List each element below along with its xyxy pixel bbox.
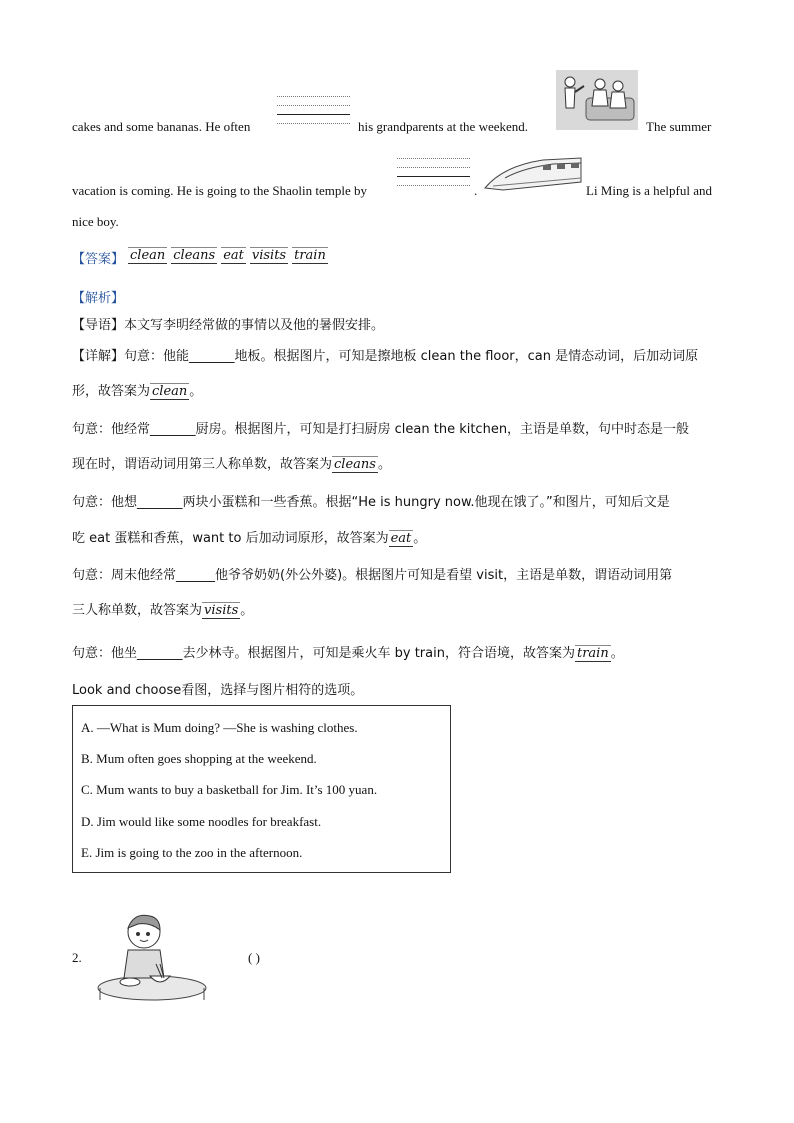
detail-answer: clean — [152, 384, 188, 399]
analysis-label: 【解析】 — [72, 291, 125, 306]
option-a: A. —What is Mum doing? —She is washing clothes. — [81, 720, 358, 735]
answer-word: cleans — [173, 248, 216, 263]
detail-label: 【详解】 — [72, 349, 125, 364]
guide-text: 本文写李明经常做的事情以及他的暑假安排。 — [124, 318, 385, 333]
detail-answer: eat — [390, 531, 412, 546]
passage-line2-start: vacation is coming. He is going to the Shaolin temple by — [72, 183, 367, 198]
boy-eating-image — [94, 908, 208, 1002]
detail-item-4-line1: 句意：周末他经常______他爷爷奶奶(外公外婆)。根据图片可知是看望 visit，主语是单数，谓语动词用第 — [72, 568, 673, 583]
detail-item-4-line2: 三人称单数，故答案为 visits 。 — [72, 603, 254, 618]
answer-blank-4[interactable] — [277, 96, 350, 130]
answer-parentheses[interactable]: ( ) — [248, 950, 260, 965]
detail-item-5-line1: 句意：他坐_______去少林寺。根据图片，可知是乘火车 by train，符合语境，故答案为 train 。 — [72, 646, 624, 661]
detail-item-3-line2: 吃 eat 蛋糕和香蕉，want to 后加动词原形，故答案为 eat 。 — [72, 531, 427, 546]
passage-line1-end: The summer — [646, 119, 712, 134]
guide-label: 【导语】 — [72, 318, 125, 333]
detail-item-1-line2: 形，故答案为 clean 。 — [72, 384, 203, 399]
answer-blank-5[interactable] — [397, 158, 470, 192]
option-d: D. Jim would like some noodles for breakfast. — [81, 814, 322, 829]
detail-answer: train — [576, 646, 609, 661]
answer-word: visits — [251, 248, 287, 263]
visit-grandparents-image — [556, 70, 638, 130]
option-b: B. Mum often goes shopping at the weekend. — [81, 751, 317, 766]
detail-item-3-line1: 句意：他想_______两块小蛋糕和一些香蕉。根据“He is hungry now.他现在饿了。”和图片，可知后文是 — [72, 495, 670, 510]
passage-line1-start: cakes and some bananas. He often — [72, 119, 251, 134]
answer-word: train — [294, 248, 326, 263]
question-number: 2. — [72, 950, 82, 965]
passage-line3: nice boy. — [72, 214, 119, 229]
options-box — [72, 705, 451, 873]
passage-line2-period: . — [474, 183, 478, 198]
answer-word: clean — [130, 248, 166, 263]
guide-line — [72, 318, 384, 334]
detail-item-2-line2: 现在时，谓语动词用第三人称单数，故答案为 cleans 。 — [72, 457, 391, 472]
detail-item-2-line1: 句意：他经常_______厨房。根据图片，可知是打扫厨房 clean the kitchen，主语是单数，句中时态是一般 — [72, 422, 690, 437]
detail-answer: cleans — [334, 457, 376, 472]
passage-line1-mid: his grandparents at the weekend. — [358, 119, 529, 134]
train-image — [483, 152, 583, 194]
answer-words — [128, 246, 328, 264]
answer-word: eat — [223, 248, 244, 263]
option-c: C. Mum wants to buy a basketball for Jim. It’s 100 yuan. — [81, 782, 378, 797]
option-e: E. Jim is going to the zoo in the afternoon. — [81, 845, 303, 860]
answer-label: 【答案】 — [72, 252, 125, 267]
detail-answer: visits — [204, 603, 239, 618]
section-instruction: Look and choose看图，选择与图片相符的选项。 — [72, 683, 364, 698]
detail-item-1-line1: 【详解】句意：他能_______地板。根据图片，可知是擦地板 clean the floor，can 是情态动词，后加动词原 — [72, 349, 699, 364]
passage-line2-end: Li Ming is a helpful and — [586, 183, 713, 198]
